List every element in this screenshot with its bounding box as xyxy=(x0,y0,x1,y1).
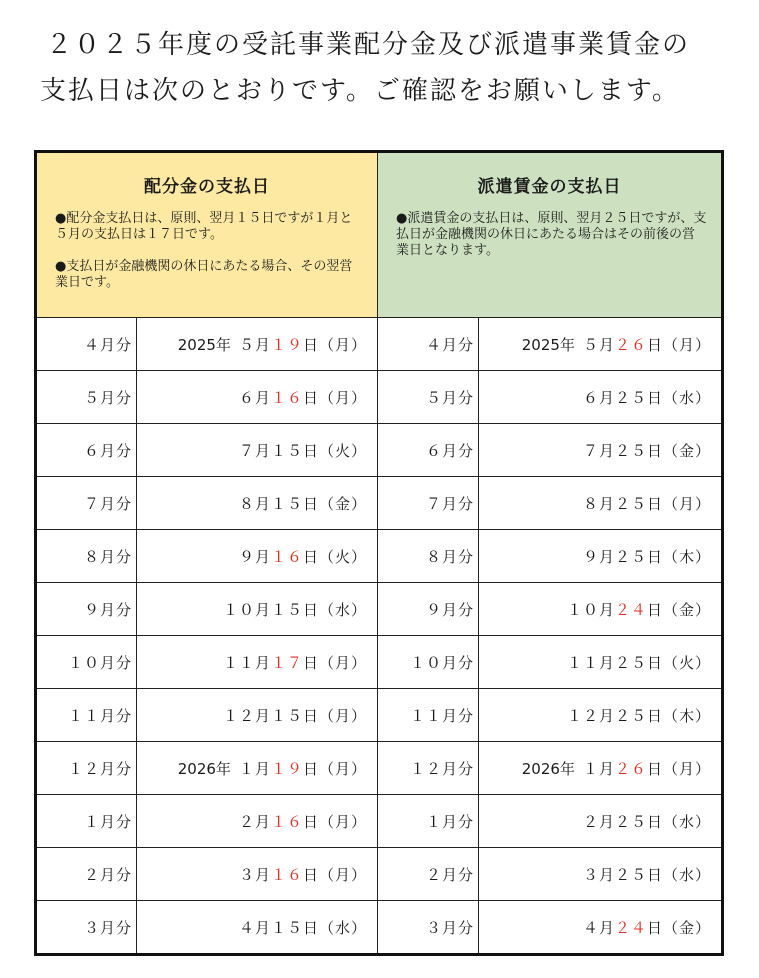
table-row xyxy=(36,583,723,636)
dispatch-date-cell xyxy=(479,901,723,955)
dispatch-date-cell xyxy=(479,583,723,636)
dispatch-month-part: ５月 xyxy=(582,335,615,354)
dispatch-month-part: ２月 xyxy=(582,812,615,831)
dispatch-day-part: ２５ xyxy=(614,441,647,460)
allocation-month-part: １２月 xyxy=(222,706,271,725)
allocation-month-label: １２月分 xyxy=(36,742,137,795)
allocation-date-cell xyxy=(137,583,378,636)
table-row xyxy=(36,901,723,955)
schedule-body xyxy=(36,318,723,955)
dispatch-month-label: １２月分 xyxy=(378,742,479,795)
allocation-date-cell xyxy=(137,689,378,742)
dispatch-date-cell xyxy=(479,636,723,689)
allocation-note-2: ●支払日が金融機関の休日にあたる場合、その翌営業日です。 xyxy=(55,259,353,290)
allocation-weekday-part: 日（金） xyxy=(302,494,367,513)
dispatch-month-label: ２月分 xyxy=(378,848,479,901)
dispatch-month-label: ８月分 xyxy=(378,530,479,583)
table-header-row xyxy=(36,152,723,318)
dispatch-month-part: １月 xyxy=(582,759,615,778)
allocation-day-part: １５ xyxy=(270,706,303,725)
dispatch-date-cell xyxy=(479,318,723,371)
allocation-month-label: １０月分 xyxy=(36,636,137,689)
allocation-month-label: ７月分 xyxy=(36,477,137,530)
dispatch-header-title: 派遣賃金の支払日 xyxy=(477,177,622,197)
dispatch-date-cell xyxy=(479,689,723,742)
dispatch-month-part: １２月 xyxy=(566,706,615,725)
dispatch-date-cell xyxy=(479,371,723,424)
allocation-month-part: ６月 xyxy=(238,388,271,407)
dispatch-date-cell xyxy=(479,424,723,477)
dispatch-day-part: ２５ xyxy=(614,653,647,672)
allocation-day-part: １９ xyxy=(270,759,303,778)
dispatch-month-part: ７月 xyxy=(582,441,615,460)
allocation-weekday-part: 日（月） xyxy=(302,706,367,725)
dispatch-month-part: ８月 xyxy=(582,494,615,513)
dispatch-day-part: ２６ xyxy=(614,335,647,354)
allocation-weekday-part: 日（水） xyxy=(302,600,367,619)
table-row xyxy=(36,689,723,742)
dispatch-weekday-part: 日（木） xyxy=(646,547,711,566)
dispatch-month-part: １０月 xyxy=(566,600,615,619)
allocation-day-part: １６ xyxy=(270,812,303,831)
dispatch-day-part: ２６ xyxy=(614,759,647,778)
dispatch-year: 2026年 xyxy=(521,759,575,778)
dispatch-note-1: ●派遣賃金の支払日は、原則、翌月２５日ですが、支払日が金融機関の休日にあたる場合はその前後の営業日となります。 xyxy=(396,211,707,258)
dispatch-month-label: １１月分 xyxy=(378,689,479,742)
table-row xyxy=(36,477,723,530)
dispatch-day-part: ２４ xyxy=(614,600,647,619)
allocation-month-part: ２月 xyxy=(238,812,271,831)
dispatch-date-cell xyxy=(479,530,723,583)
table-row xyxy=(36,530,723,583)
allocation-year: 2025年 xyxy=(177,335,231,354)
dispatch-weekday-part: 日（金） xyxy=(646,600,711,619)
dispatch-year: 2025年 xyxy=(521,335,575,354)
dispatch-month-label: ９月分 xyxy=(378,583,479,636)
payment-schedule-table xyxy=(34,150,724,956)
allocation-month-label: １月分 xyxy=(36,795,137,848)
allocation-month-part: ４月 xyxy=(238,918,271,937)
allocation-month-label: ５月分 xyxy=(36,371,137,424)
allocation-day-part: １５ xyxy=(270,918,303,937)
allocation-date-cell xyxy=(137,848,378,901)
allocation-day-part: １５ xyxy=(270,494,303,513)
dispatch-day-part: ２５ xyxy=(614,547,647,566)
allocation-month-part: ７月 xyxy=(238,441,271,460)
allocation-month-label: ６月分 xyxy=(36,424,137,477)
dispatch-month-label: ３月分 xyxy=(378,901,479,955)
dispatch-weekday-part: 日（水） xyxy=(646,388,711,407)
allocation-month-label: ４月分 xyxy=(36,318,137,371)
allocation-month-label: ８月分 xyxy=(36,530,137,583)
allocation-weekday-part: 日（火） xyxy=(302,441,367,460)
dispatch-month-label: １０月分 xyxy=(378,636,479,689)
dispatch-date-cell xyxy=(479,795,723,848)
dispatch-weekday-part: 日（月） xyxy=(646,759,711,778)
dispatch-day-part: ２５ xyxy=(614,812,647,831)
table-row xyxy=(36,742,723,795)
table-row xyxy=(36,318,723,371)
allocation-weekday-part: 日（月） xyxy=(302,388,367,407)
dispatch-month-label: ７月分 xyxy=(378,477,479,530)
allocation-date-cell xyxy=(137,371,378,424)
allocation-date-cell xyxy=(137,795,378,848)
allocation-month-part: １０月 xyxy=(222,600,271,619)
table-row xyxy=(36,795,723,848)
allocation-weekday-part: 日（月） xyxy=(302,812,367,831)
allocation-weekday-part: 日（水） xyxy=(302,918,367,937)
dispatch-month-part: ６月 xyxy=(582,388,615,407)
allocation-month-part: ３月 xyxy=(238,865,271,884)
allocation-month-part: １月 xyxy=(238,759,271,778)
allocation-month-part: ９月 xyxy=(238,547,271,566)
dispatch-date-cell xyxy=(479,477,723,530)
allocation-date-cell xyxy=(137,318,378,371)
allocation-month-part: １１月 xyxy=(222,653,271,672)
allocation-year: 2026年 xyxy=(177,759,231,778)
dispatch-weekday-part: 日（火） xyxy=(646,653,711,672)
allocation-date-cell xyxy=(137,742,378,795)
allocation-date-cell xyxy=(137,636,378,689)
dispatch-month-label: ６月分 xyxy=(378,424,479,477)
dispatch-month-label: ５月分 xyxy=(378,371,479,424)
allocation-weekday-part: 日（月） xyxy=(302,759,367,778)
dispatch-month-part: ４月 xyxy=(582,918,615,937)
allocation-month-label: １１月分 xyxy=(36,689,137,742)
allocation-note-1: ●配分金支払日は、原則、翌月１５日ですが１月と５月の支払日は１７日です。 xyxy=(55,211,353,242)
title-line-2: 支払日は次のとおりです。ご確認をお願いします。 xyxy=(40,76,680,106)
dispatch-month-part: ３月 xyxy=(582,865,615,884)
allocation-day-part: １９ xyxy=(270,335,303,354)
page-title xyxy=(40,22,730,114)
allocation-month-label: ９月分 xyxy=(36,583,137,636)
title-line-1: ２０２５年度の受託事業配分金及び派遣事業賃金の xyxy=(46,30,691,60)
dispatch-day-part: ２５ xyxy=(614,706,647,725)
allocation-day-part: １６ xyxy=(270,865,303,884)
allocation-weekday-part: 日（月） xyxy=(302,335,367,354)
dispatch-weekday-part: 日（水） xyxy=(646,812,711,831)
dispatch-date-cell xyxy=(479,742,723,795)
allocation-header-cell xyxy=(36,152,378,318)
dispatch-weekday-part: 日（金） xyxy=(646,918,711,937)
allocation-date-cell xyxy=(137,424,378,477)
dispatch-month-label: １月分 xyxy=(378,795,479,848)
dispatch-month-label: ４月分 xyxy=(378,318,479,371)
table-row xyxy=(36,371,723,424)
allocation-weekday-part: 日（火） xyxy=(302,547,367,566)
allocation-weekday-part: 日（月） xyxy=(302,865,367,884)
dispatch-day-part: ２４ xyxy=(614,918,647,937)
allocation-day-part: １５ xyxy=(270,600,303,619)
allocation-day-part: １７ xyxy=(270,653,303,672)
table-row xyxy=(36,636,723,689)
allocation-day-part: １５ xyxy=(270,441,303,460)
dispatch-weekday-part: 日（月） xyxy=(646,494,711,513)
dispatch-header-cell xyxy=(378,152,723,318)
allocation-weekday-part: 日（月） xyxy=(302,653,367,672)
dispatch-date-cell xyxy=(479,848,723,901)
allocation-month-label: ３月分 xyxy=(36,901,137,955)
allocation-date-cell xyxy=(137,530,378,583)
allocation-date-cell xyxy=(137,477,378,530)
dispatch-weekday-part: 日（水） xyxy=(646,865,711,884)
table-row xyxy=(36,424,723,477)
dispatch-weekday-part: 日（月） xyxy=(646,335,711,354)
allocation-header-title: 配分金の支払日 xyxy=(144,177,270,197)
dispatch-day-part: ２５ xyxy=(614,494,647,513)
allocation-month-part: ８月 xyxy=(238,494,271,513)
dispatch-day-part: ２５ xyxy=(614,388,647,407)
allocation-date-cell xyxy=(137,901,378,955)
dispatch-day-part: ２５ xyxy=(614,865,647,884)
allocation-day-part: １６ xyxy=(270,547,303,566)
dispatch-month-part: ９月 xyxy=(582,547,615,566)
allocation-month-part: ５月 xyxy=(238,335,271,354)
dispatch-month-part: １１月 xyxy=(566,653,615,672)
allocation-day-part: １６ xyxy=(270,388,303,407)
dispatch-weekday-part: 日（木） xyxy=(646,706,711,725)
allocation-month-label: ２月分 xyxy=(36,848,137,901)
dispatch-weekday-part: 日（金） xyxy=(646,441,711,460)
table-row xyxy=(36,848,723,901)
